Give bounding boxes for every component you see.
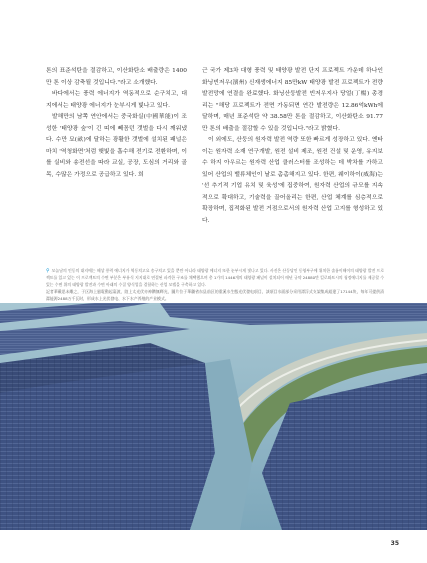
caption-chinese: 記者華戴思未雕之，于区海上風電動起裏波，陸上太光伏亦神鑽無輝光，圖片位于華疆省东县前区的重溪水生態光伏發电項目，該項目水面部分采用漂浮式支架集成組建了17144块，每年可提供清潔能源2488万千瓦时，形成水上光伏發电、水下水产养殖的产业模式。	[46, 288, 384, 301]
paragraph: 발해만의 남쪽 연안에서는 중국화실(中國華能)이 조성한 '태양광 숲'이 긴 띠에 빼꼼던 갯벌을 다시 깨워냈다. 수만 묘(畝)에 달하는 광활한 갯벌에 설치된 패널은 마치 '역청화면'처럼 햇빛을 흡수해 전기로 전환하며, 이를 실비와 송전선을 따라 교실, 공장, 도심의 거리와 골목, 수많은 가정으로 공급하고 있다. 희	[46, 114, 187, 178]
page-number: 35	[390, 540, 399, 547]
paragraph: 근 국가 제3차 대형 풍력 및 태양광 발전 단지 프로젝트 가운데 하나인 화닝빈저우(濱州) 신재생에너지 85만kW 태양광 발전 프로젝트가 전량 발전망에 연결을 완료했다. 화닝산둥발전 빈저우지사 당얼(丁楊) 총경리는 "해당 프로젝트가 전면 가동되면 연간 발전량은 12.86억kWh에 달하며, 매년 표준석탄 약 38.58만 톤을 절감하고, 이산화탄소 91.77만 톤의 배출을 절감할 수 있을 것입니다."라고 밝혔다.	[202, 68, 383, 132]
left-text-column	[46, 66, 187, 181]
caption-korean: 모놀남의 인둥의 대지에는 해상 풍력 에너지가 역동치고요 송구치고 있을 뿐만 아니라 태양광 에너지 또한 눈부시게 빛나고 있다. 사진은 산둥당인 동영부구에 위치한 솔롬이해이의 태양광 발전 프로젝트를 있고 있는 이 프로젝트의 수면 부분은 부유식 지지대로 연결된 파격한 구조를 채택했으며 총 1가의 1446개의 태양광 패널이 설치되어 매년 규약 24880만 킬로와트시의 청정에너지를 제공할 수 있는 수면 위의 태양광 발전과 수면 아래의 수질 양식업을 결합하는 산업 모델을 구축하고 있다.	[46, 268, 384, 287]
right-text-column	[202, 66, 383, 227]
paragraph: 이 외에도, 산둥의 원자력 발전 역량 또한 빠르게 성장하고 있다. 옌타이는 원자력 소재 연구개발, 원전 설비 제조, 원전 건설 및 운영, 유지보수 하지 아우르는 원자력 산업 클러스터를 조성하는 데 박차를 가하고 있어 산업의 밸류체인이 날로 촘촘해지고 있다. 한편, 웨이하이(威海)는 '선 추기적 기업 유치 및 육성'에 집중하여, 원자력 산업의 규모를 지속적으로 확대하고, 기술력을 끌어올리는 한편, 산업 체계를 심층적으로 확장하며, 집적화된 발전 거점으로서의 원자력 산업 고지를 형성하고 있다.	[202, 137, 383, 224]
location-pin-icon: ⚲	[46, 268, 50, 274]
paragraph: 톤의 표준석탄을 절감하고, 이산화탄소 배출량은 1400만 톤 이상 감축될 것입니다."라고 소개했다.	[46, 68, 187, 86]
paragraph: 바다에서는 풍력 에너지가 역동적으로 순구치고, 대지에서는 태양광 에너지가 눈부시게 빛나고 있다.	[46, 91, 187, 109]
photo-caption	[46, 268, 384, 303]
solar-farm-photo	[0, 303, 427, 530]
